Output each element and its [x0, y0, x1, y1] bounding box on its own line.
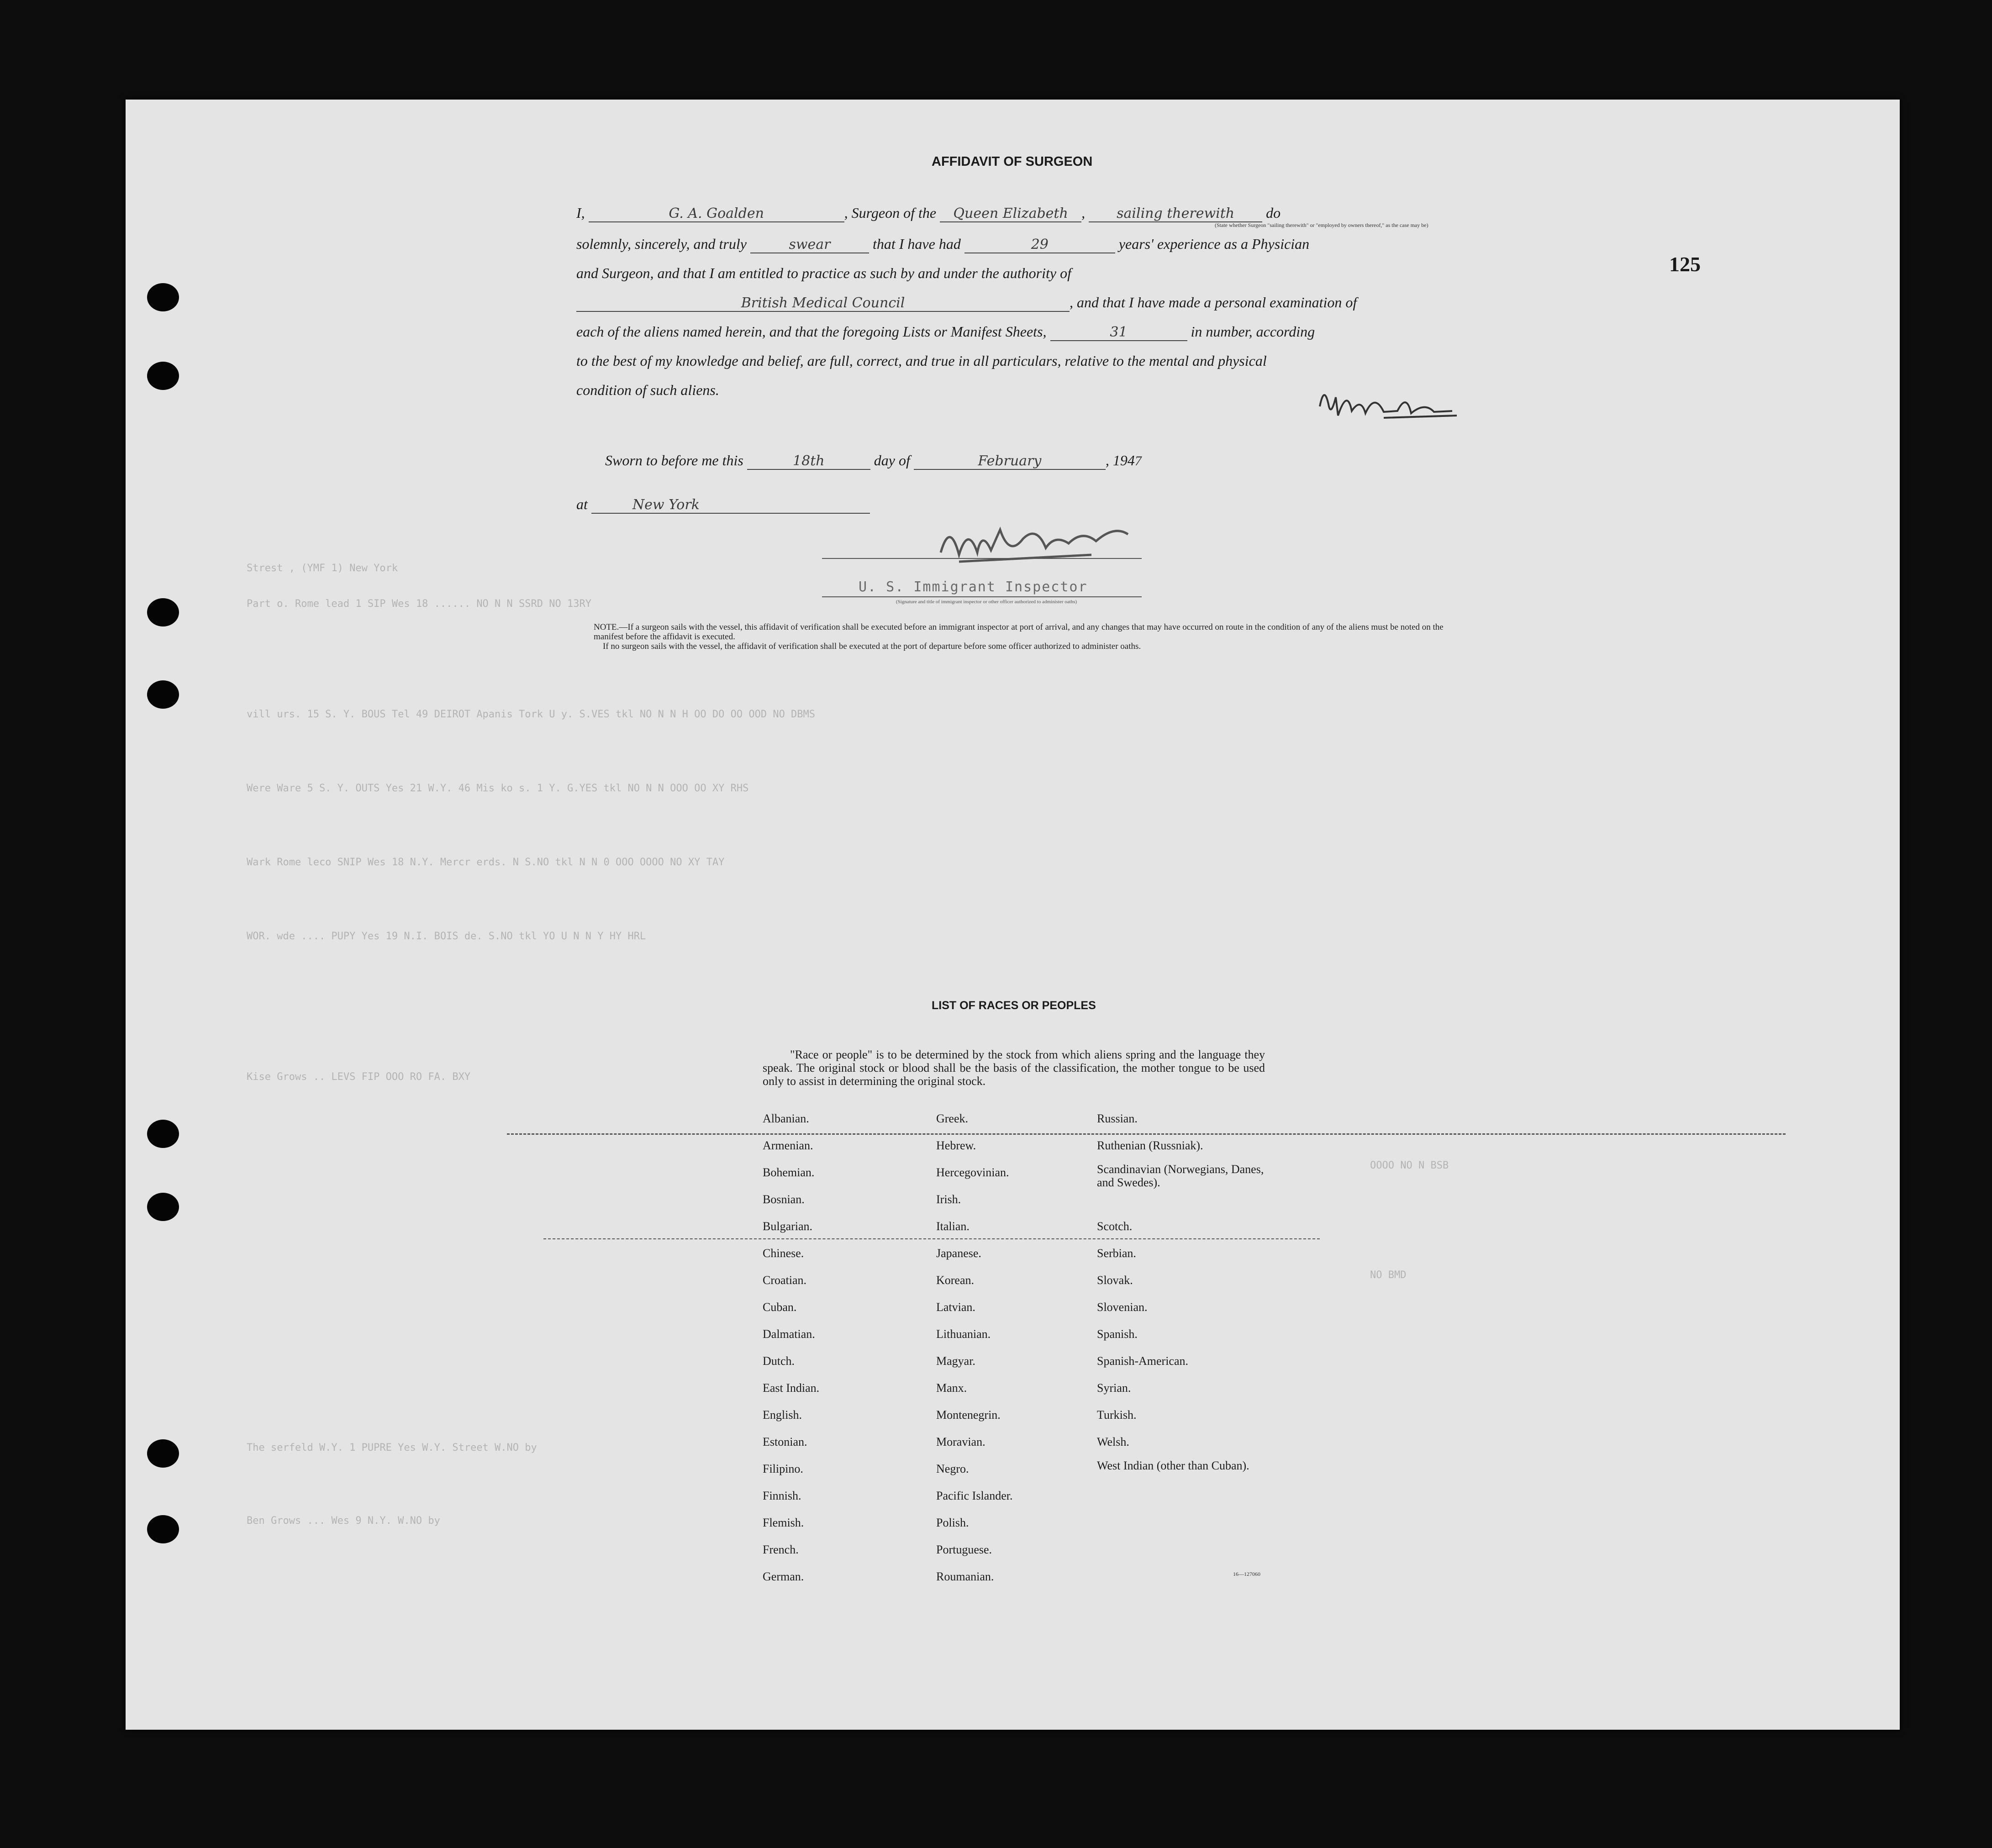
affidavit-note: [594, 622, 1452, 651]
race-item: Montenegrin.: [936, 1408, 1001, 1422]
sworn-day-field: 18th: [747, 453, 870, 470]
races-list-title: LIST OF RACES OR PEOPLES: [932, 999, 1096, 1012]
race-item: German.: [763, 1570, 804, 1583]
sworn-month-field: February: [914, 453, 1106, 470]
race-item: Irish.: [936, 1193, 961, 1206]
inspector-line: [822, 558, 1142, 559]
race-item: Armenian.: [763, 1139, 813, 1152]
race-item: Estonian.: [763, 1435, 807, 1448]
bleed-through-text: Part o. Rome lead 1 SIP Wes 18 ...... NO N N SSRD NO 13RY: [247, 598, 591, 610]
bleed-through-text: WOR. wde .... PUPY Yes 19 N.I. BOIS de. S.NO tkl YO U N N Y HY HRL: [247, 931, 646, 942]
punch-hole: [147, 283, 179, 311]
race-item: Slovenian.: [1097, 1300, 1148, 1314]
race-item: Moravian.: [936, 1435, 985, 1448]
note-paragraph-2: If no surgeon sails with the vessel, the affidavit of verification shall be executed at the port of departure before some officer authorized to administer oaths.: [603, 642, 1141, 651]
race-item: Polish.: [936, 1516, 969, 1529]
race-item: Bulgarian.: [763, 1220, 813, 1233]
races-intro: "Race or people" is to be determined by the stock from which aliens spring and the language they speak. The original stock or blood shall be the basis of the classification, the mother tongue to be used only to assist in determining the original stock.: [763, 1048, 1265, 1088]
race-item: Manx.: [936, 1381, 967, 1395]
race-item: Scotch.: [1097, 1220, 1133, 1233]
race-item: Pacific Islander.: [936, 1489, 1013, 1502]
bleed-through-text: OOOO NO N BSB: [1370, 1160, 1449, 1171]
bleed-through-text: Strest , (YMF 1) New York: [247, 563, 398, 574]
place-field: New York: [591, 497, 870, 514]
affidavit-line-5: each of the aliens named herein, and that the foregoing Lists or Manifest Sheets, 31 in number, according: [576, 323, 1315, 340]
bleed-through-text: vill urs. 15 S. Y. BOUS Tel 49 DEIROT Apanis Tork U y. S.VES tkl NO N N H OO DO OO OOD NO DBMS: [247, 709, 816, 720]
page-number: 125: [1669, 253, 1701, 276]
race-item: Korean.: [936, 1274, 975, 1287]
race-item: Roumanian.: [936, 1570, 994, 1583]
race-item: Latvian.: [936, 1300, 975, 1314]
race-item: Italian.: [936, 1220, 970, 1233]
race-item: Spanish.: [1097, 1327, 1138, 1341]
punch-hole: [147, 1120, 179, 1148]
punch-hole: [147, 1439, 179, 1468]
years-field: 29: [964, 237, 1115, 253]
sworn-year-digit: 7: [1134, 453, 1142, 469]
race-item: Hebrew.: [936, 1139, 976, 1152]
race-item: Portuguese.: [936, 1543, 992, 1556]
sworn-line: Sworn to before me this 18th day of February , 1947: [605, 452, 1142, 469]
bleed-through-text: Were Ware 5 S. Y. OUTS Yes 21 W.Y. 46 Mis ko s. 1 Y. G.YES tkl NO N N OOO OO XY RHS: [247, 783, 749, 794]
affidavit-line-4: British Medical Council , and that I have made a personal examination of: [576, 294, 1449, 312]
oath-field: swear: [750, 237, 869, 253]
place-line: at New York: [576, 496, 1449, 514]
sheets-count-field: 31: [1050, 324, 1187, 341]
race-item: Turkish.: [1097, 1408, 1137, 1422]
race-item: Lithuanian.: [936, 1327, 991, 1341]
race-item: Spanish-American.: [1097, 1354, 1189, 1368]
race-item: Negro.: [936, 1462, 969, 1475]
race-item: Welsh.: [1097, 1435, 1129, 1448]
race-item: Chinese.: [763, 1247, 804, 1260]
bleed-through-text: Kise Grows .. LEVS FIP OOO RO FA. BXY: [247, 1071, 471, 1083]
document-sheet: [126, 100, 1900, 1730]
race-item: Finnish.: [763, 1489, 801, 1502]
races-column-1: [763, 1105, 819, 1590]
race-item: Albanian.: [763, 1112, 809, 1125]
race-item: Magyar.: [936, 1354, 975, 1368]
race-item: Dutch.: [763, 1354, 795, 1368]
race-item: Bohemian.: [763, 1166, 815, 1179]
note-paragraph-1: NOTE.—If a surgeon sails with the vessel, this affidavit of verification shall be executed before an immigrant inspector at port of arrival, and any changes that may have occurred on route in the condition of any of the aliens must be noted on the manifest before the affidavit is executed.: [594, 622, 1444, 642]
bleed-through-text: Wark Rome leco SNIP Wes 18 N.Y. Mercr erds. N S.NO tkl N N 0 OOO OOOO NO XY TAY: [247, 857, 725, 868]
race-item: Japanese.: [936, 1247, 981, 1260]
affidavit-line-1: I, G. A. Goalden , Surgeon of the Queen Elizabeth , sailing therewith do: [576, 205, 1281, 221]
race-item: French.: [763, 1543, 799, 1556]
bleed-through-text: Ben Grows ... Wes 9 N.Y. W.NO by: [247, 1515, 440, 1527]
race-item: Filipino.: [763, 1462, 803, 1475]
race-item: Ruthenian (Russniak).: [1097, 1139, 1203, 1152]
race-item: Scandinavian (Norwegians, Danes, and Swedes).: [1097, 1163, 1264, 1189]
authority-field: British Medical Council: [576, 295, 1070, 312]
race-item: Bosnian.: [763, 1193, 805, 1206]
surgeon-signature: [1315, 379, 1470, 429]
race-item: Dalmatian.: [763, 1327, 815, 1341]
race-item: Serbian.: [1097, 1247, 1136, 1260]
surgeon-name-field: G. A. Goalden: [589, 205, 844, 222]
affidavit-line-3: and Surgeon, and that I am entitled to practice as such by and under the authority of: [576, 265, 1071, 281]
race-item: English.: [763, 1408, 802, 1422]
punch-hole: [147, 598, 179, 627]
inspector-signature: [932, 511, 1142, 571]
inspector-signature-rule: [822, 596, 1142, 597]
punch-hole: [147, 1193, 179, 1221]
race-item: Hercegovinian.: [936, 1166, 1009, 1179]
race-item: Croatian.: [763, 1274, 807, 1287]
races-column-3: [1097, 1105, 1280, 1509]
inspector-caption: (Signature and title of immigrant inspector or other officer authorized to administer oaths): [896, 599, 1077, 605]
status-note: (State whether Surgeon "sailing therewith" or "employed by owners thereof," as the case may be): [1215, 222, 1428, 228]
race-item: Greek.: [936, 1112, 969, 1125]
race-item: West Indian (other than Cuban).: [1097, 1459, 1249, 1472]
punch-hole: [147, 362, 179, 390]
race-item: Syrian.: [1097, 1381, 1131, 1395]
punch-hole: [147, 1515, 179, 1543]
race-item: Slovak.: [1097, 1274, 1133, 1287]
affidavit-line-2: solemnly, sincerely, and truly swear that I have had 29 years' experience as a Physician: [576, 236, 1310, 253]
affidavit-line-7: condition of such aliens.: [576, 382, 719, 398]
vessel-name-field: Queen Elizabeth: [940, 205, 1081, 222]
races-column-2: [936, 1105, 1013, 1590]
bleed-through-text: NO BMD: [1370, 1269, 1407, 1281]
affidavit-line-6: to the best of my knowledge and belief, are full, correct, and true in all particulars, relative to the mental and physical: [576, 353, 1267, 369]
race-item: East Indian.: [763, 1381, 820, 1395]
affidavit-title: AFFIDAVIT OF SURGEON: [932, 154, 1093, 169]
inspector-title: U. S. Immigrant Inspector: [859, 579, 1088, 595]
race-item: Russian.: [1097, 1112, 1138, 1125]
race-item: Flemish.: [763, 1516, 804, 1529]
surgeon-status-field: sailing therewith: [1089, 205, 1262, 222]
bleed-through-text: The serfeld W.Y. 1 PUPRE Yes W.Y. Street W.NO by: [247, 1442, 537, 1453]
form-code: 16—127060: [1233, 1571, 1260, 1577]
punch-hole: [147, 680, 179, 709]
race-item: Cuban.: [763, 1300, 797, 1314]
